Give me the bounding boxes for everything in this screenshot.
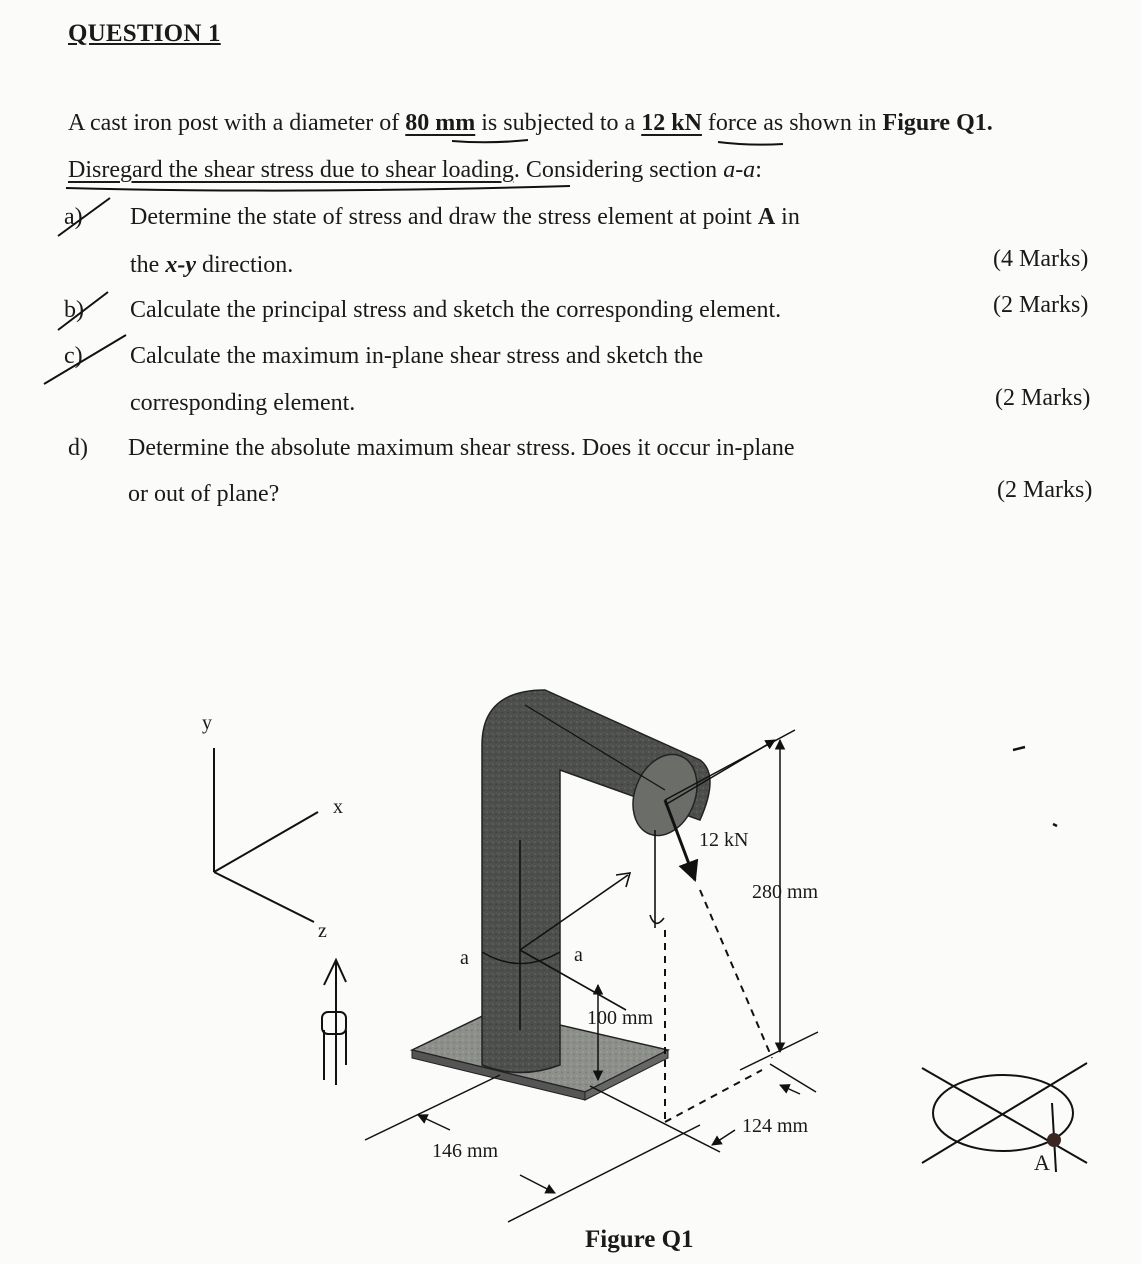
- part-c-marks: (2 Marks): [995, 385, 1091, 411]
- section-a-left-label: a: [460, 947, 469, 969]
- part-text: direction.: [195, 252, 294, 278]
- section-a-right-label: a: [574, 944, 583, 966]
- stray-pen-marks: [1013, 747, 1057, 826]
- figure-caption: Figure Q1: [585, 1226, 694, 1253]
- part-a-label: a): [64, 204, 83, 230]
- point-a: A: [757, 204, 776, 230]
- part-c-line-2: corresponding element.: [130, 390, 356, 416]
- question-title: QUESTION 1: [68, 20, 221, 47]
- intro-text: :: [755, 157, 762, 183]
- intro-text: A cast iron post with a diameter of: [68, 110, 406, 136]
- part-c-line-1: Calculate the maximum in-plane shear stress and sketch the: [130, 343, 704, 369]
- point-a-marker: [1047, 1133, 1061, 1147]
- part-d-marks: (2 Marks): [997, 477, 1093, 503]
- check-marks: [44, 198, 126, 384]
- offset-dimension-label: 100 mm: [587, 1007, 654, 1029]
- depth-dimension-label: 124 mm: [742, 1115, 809, 1137]
- part-c-label: c): [64, 343, 83, 369]
- intro-text: . Considering section: [513, 157, 724, 183]
- section-label: a-a: [723, 157, 756, 183]
- intro-text: force as shown in: [701, 110, 883, 136]
- pen-underlines: [66, 140, 783, 191]
- diameter-value: 80 mm: [405, 110, 476, 136]
- part-d-line-2: or out of plane?: [128, 481, 280, 507]
- part-b-marks: (2 Marks): [993, 292, 1089, 318]
- part-b-label: b): [64, 297, 84, 323]
- part-b-line-1: Calculate the principal stress and sketch the corresponding element.: [130, 297, 782, 323]
- part-d-line-1: Determine the absolute maximum shear stress. Does it occur in-plane: [128, 435, 795, 461]
- dashed-projection-lines: [665, 890, 772, 1122]
- intro-text: is subjected to a: [475, 110, 642, 136]
- part-a-marks: (4 Marks): [993, 246, 1089, 272]
- part-text: the: [130, 252, 166, 278]
- force-label: 12 kN: [699, 829, 749, 851]
- cross-section-sketch: [922, 1063, 1087, 1172]
- part-text: in: [775, 204, 800, 230]
- axis-y-label: y: [202, 712, 212, 734]
- point-a-label: A: [1034, 1150, 1050, 1175]
- width-dimension-label: 146 mm: [432, 1140, 499, 1162]
- figure-reference: Figure Q1.: [882, 110, 993, 136]
- part-d-label: d): [68, 435, 88, 461]
- axes-icon: [214, 748, 318, 922]
- height-dimension-label: 280 mm: [752, 881, 819, 903]
- disregard-note: Disregard the shear stress due to shear loading: [68, 157, 514, 183]
- axis-x-label: x: [333, 796, 343, 818]
- hand-sketch-arrow: [322, 960, 346, 1085]
- part-text: Determine the state of stress and draw the stress element at point: [130, 204, 758, 230]
- axis-z-label: z: [318, 920, 327, 942]
- direction-xy: x-y: [165, 252, 196, 278]
- force-value: 12 kN: [641, 110, 702, 136]
